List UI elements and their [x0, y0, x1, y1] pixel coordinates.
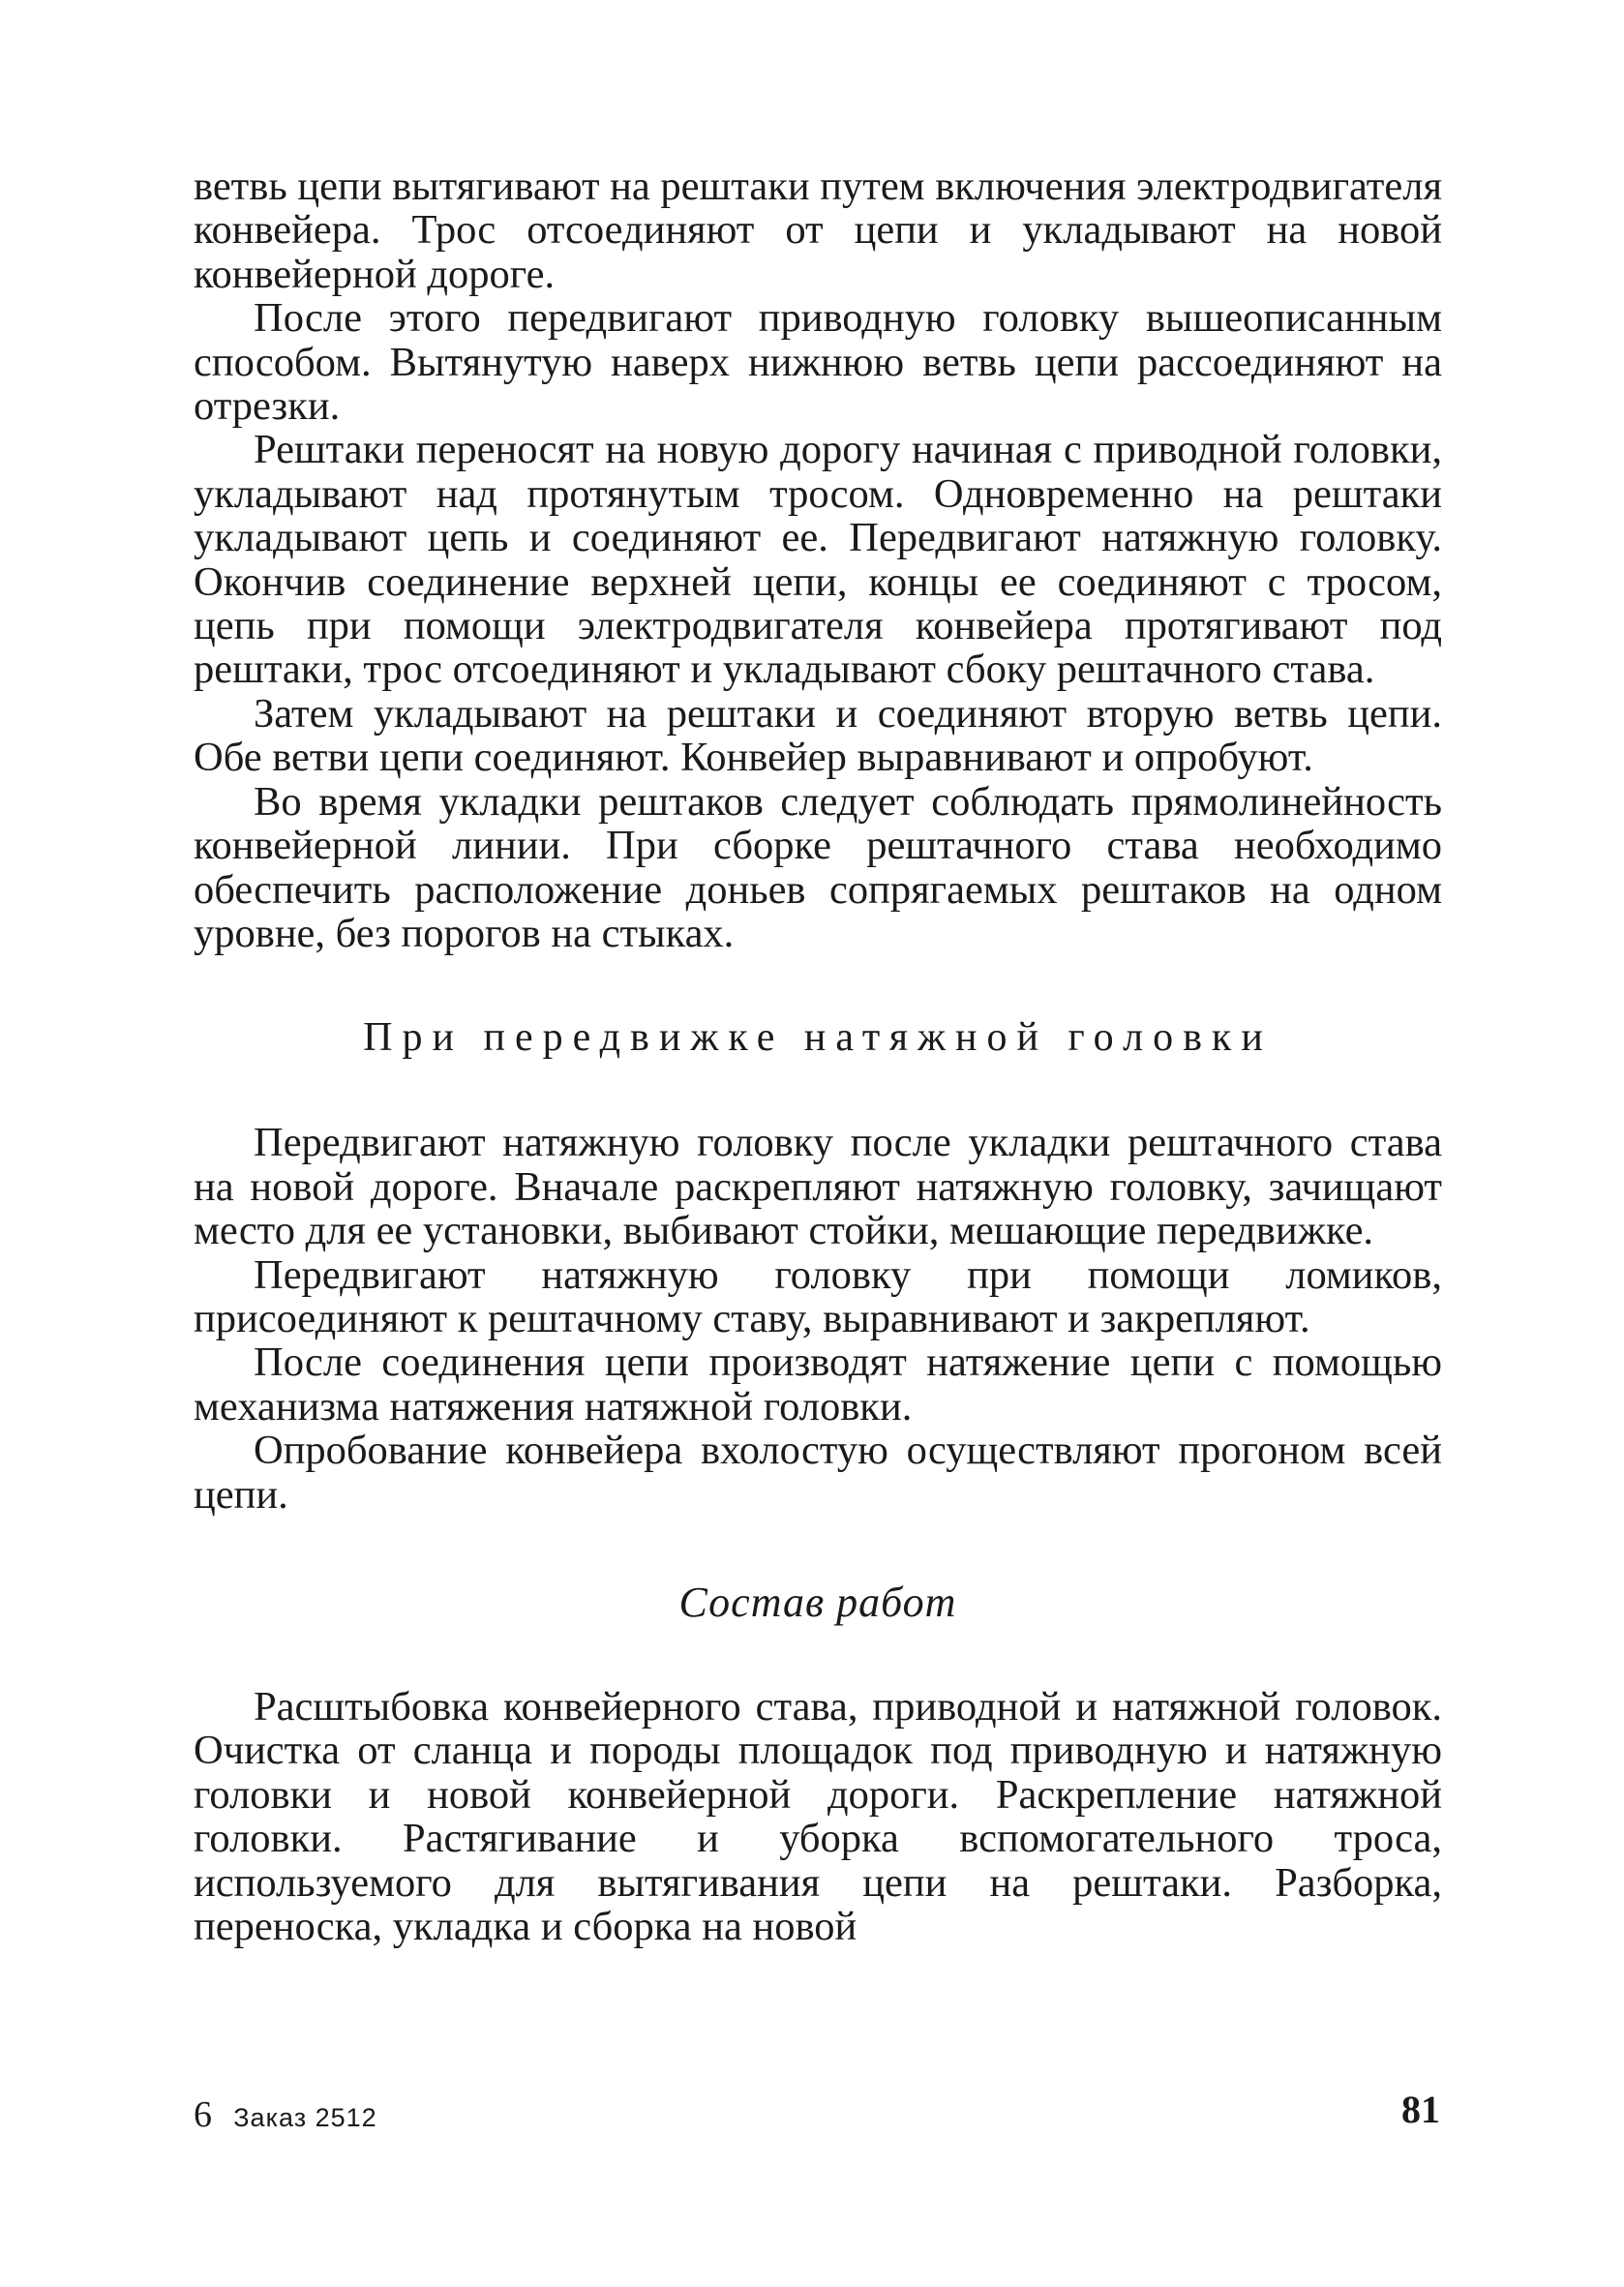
paragraph: После соединения цепи производят натяжение цепи с помощью механизма натяжения натяжной головки.	[194, 1339, 1442, 1429]
page-number: 81	[1401, 2088, 1440, 2131]
paragraph: Затем укладывают на рештаки и соединяют вторую ветвь цепи. Обе ветви цепи соединяют. Конвейер выравнивают и опробуют.	[194, 690, 1442, 781]
paragraph: Рештаки переносят на новую дорогу начиная с приводной головки, укладывают над протянутым тросом. Одновременно на рештаки укладывают цепь и соединяют ее. Передвигают натяжную головку. Окончив соединение верхней цепи, концы ее соединяют с тросом, цепь при помощи электродвигателя конвейера протягивают под рештаки, трос отсоединяют и укладывают сбоку рештачного става.	[194, 427, 1442, 693]
section-heading-work-composition: Состав работ	[678, 1578, 957, 1626]
paragraph: Опробование конвейера вхолостую осуществляют прогоном всей цепи.	[194, 1428, 1442, 1518]
paragraph: Передвигают натяжную головку после укладки рештачного става на новой дороге. Вначале раскрепляют натяжную головку, зачищают место для ее установки, выбивают стойки, мешающие передвижке.	[194, 1120, 1442, 1254]
paragraph: После этого передвигают приводную головку вышеописанным способом. Вытянутую наверх нижнюю ветвь цепи рассоединяют на отрезки.	[194, 295, 1442, 430]
section-heading-tension-head: При передвижке натяжной головки	[363, 1015, 1273, 1061]
paragraph: ветвь цепи вытягивают на рештаки путем включения электродвигателя конвейера. Трос отсоединяют от цепи и укладывают на новой конвейерной дороге.	[194, 164, 1442, 297]
paragraph: Передвигают натяжную головку при помощи ломиков, присоединяют к рештачному ставу, выравнивают и закрепляют.	[194, 1251, 1442, 1341]
paragraph: Расштыбовка конвейерного става, приводной и натяжной головок. Очистка от сланца и породы площадок под приводную и натяжную головки и новой конвейерной дороги. Раскрепление натяжной головки. Растягивание и уборка вспомогательного троса, используемого для вытягивания цепи на рештаки. Разборка, переноска, укладка и сборка на новой	[194, 1683, 1442, 1949]
printer-signature	[194, 2095, 377, 2137]
paragraph: Во время укладки рештаков следует соблюдать прямолинейность конвейерной линии. При сборке рештачного става необходимо обеспечить расположение доньев сопрягаемых рештаков на одном уровне, без порогов на стыках.	[194, 778, 1442, 956]
order-label: Заказ 2512	[233, 2103, 377, 2132]
main-text	[194, 165, 1442, 1948]
signature-number: 6	[194, 2094, 212, 2135]
